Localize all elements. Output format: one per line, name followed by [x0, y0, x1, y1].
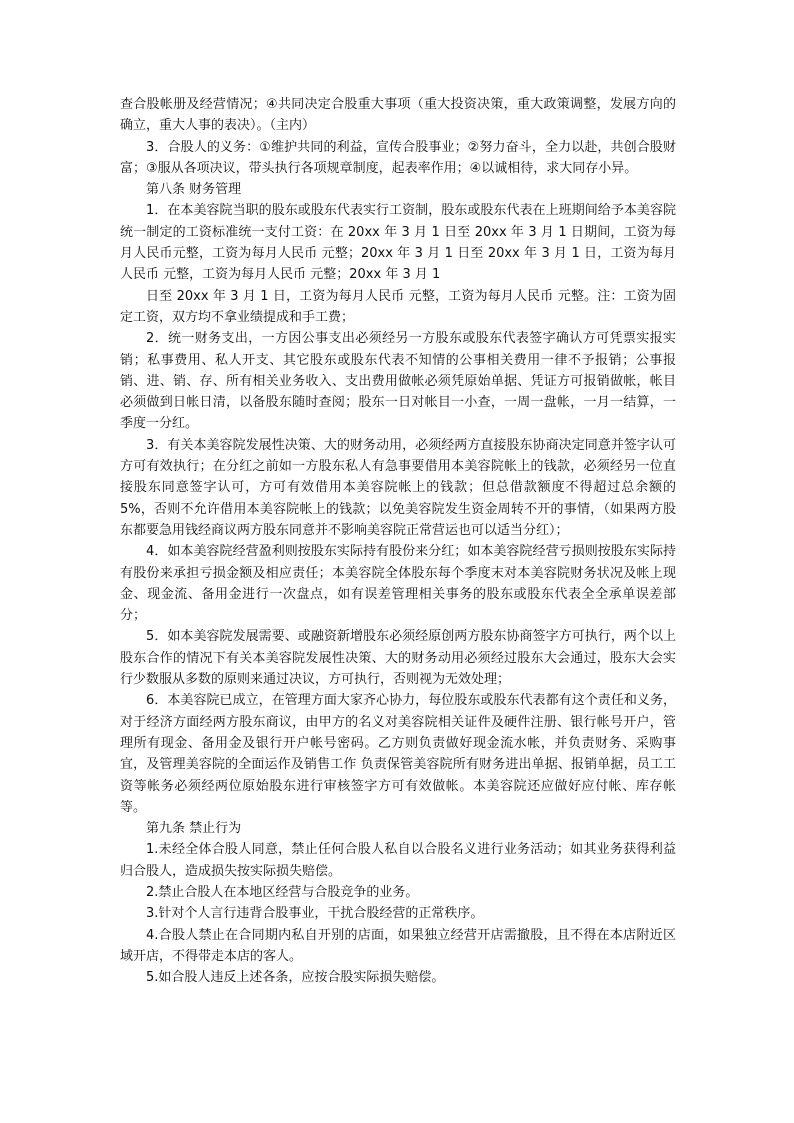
paragraph-prohibition-1: 1.未经全体合股人同意，禁止任何合股人私自以合股名义进行业务活动；如其业务获得利益归合股人，造成损失按实际损失赔偿。: [120, 842, 676, 879]
paragraph-obligations: 3．合股人的义务：①维护共同的利益，宣传合股事业；②努力奋斗，全力以赴，共创合股财富；③服从各项决议，带头执行各项规章制度，起表率作用；④以诚相待，求大同存小异。: [120, 139, 676, 176]
paragraph-salary: 1．在本美容院当职的股东或股东代表实行工资制，股东或股东代表在上班期间给予本美容院统一制定的工资标准统一支付工资：在 20xx 年 3 月 1 日至 20xx 年 3 月 1 日期间，工资为每月人民币元整，工资为每月人民币 元整；20xx 年 3 月 1 日至 20xx 年 3 月 1 日，工资为每月人民币 元整，工资为每月人民币 元整；20xx 年 3 月 1: [120, 203, 676, 283]
paragraph-decisions: 3．有关本美容院发展性决策、大的财务动用，必须经两方直接股东协商决定同意并签字认可方可有效执行；在分红之前如一方股东私人有急事要借用本美容院帐上的钱款，必须经另一位直接股东同意签字认可，方可有效借用本美容院帐上的钱款；但总借款额度不得超过总余额的 5%，否则不允许借用本美容院帐上的钱款；以免美容院发生资金周转不开的事情，（如果两方股东都要急用钱经商议两方股东同意并不影响美容院正常营运也可以适当分红）；: [120, 437, 676, 538]
article-9-heading: 第九条 禁止行为: [146, 821, 242, 837]
article-8-heading: 第八条 财务管理: [146, 182, 242, 198]
paragraph-prohibition-5: 5.如合股人违反上述各条，应按合股实际损失赔偿。: [146, 970, 445, 986]
paragraph-profit-loss: 4．如本美容院经营盈利则按股东实际持有股份来分红；如本美容院经营亏损则按股东实际持有股份来承担亏损金额及相应责任；本美容院全体股东每个季度末对本美容院财务状况及帐上现金、现金流、备用金进行一次盘点，如有误差管理相关事务的股东或股东代表全全承单误差部分；: [120, 544, 676, 624]
paragraph-prohibition-3: 3.针对个人言行违背合股事业，干扰合股经营的正常秩序。: [146, 906, 484, 922]
paragraph-prohibition-2: 2.禁止合股人在本地区经营与合股竞争的业务。: [146, 884, 419, 900]
paragraph-management: 6．本美容院已成立，在管理方面大家齐心协力，每位股东或股东代表都有这个责任和义务，对于经济方面经两方股东商议，由甲方的名义对美容院相关证件及硬件注册、银行帐号开户，管理所有现金、备用金及银行开户帐号密码。乙方则负责做好现金流水帐，并负责财务、采购事宜，及管理美容院的全面运作及销售工作 负责保管美容院所有财务进出单据、报销单据，员工工资等帐务必须经两位原始股东进行审核签字方可有效做帐。本美容院还应做好应付帐、库存帐等。: [120, 693, 676, 815]
paragraph-new-shareholders: 5．如本美容院发展需要、或融资新增股东必须经原创两方股东协商签字方可执行，两个以上股东合作的情况下有关本美容院发展性决策、大的财务动用必须经过股东大会通过，股东大会实行少数服从多数的原则来通过决议，方可执行，否则视为无效处理；: [120, 629, 676, 688]
paragraph-salary-continued: 日至 20xx 年 3 月 1 日，工资为每月人民币 元整，工资为每月人民币 元整。注：工资为固定工资，双方均不拿业绩提成和手工费；: [120, 288, 676, 325]
paragraph-rights-continued: 查合股帐册及经营情况；④共同决定合股重大事项（重大投资决策，重大政策调整，发展方向的确立，重大人事的表决）。（主内）: [120, 97, 676, 134]
document-body: [120, 94, 676, 988]
paragraph-expenses: 2．统一财务支出，一方因公事支出必须经另一方股东或股东代表签字确认方可凭票实报实销；私事费用、私人开支、其它股东或股东代表不知情的公事相关费用一律不予报销；公事报销、进、销、存、所有相关业务收入、支出费用做帐必须凭原始单据、凭证方可报销做帐，帐目必须做到日帐日清，以备股东随时查阅；股东一日对帐目一小查，一周一盘帐，一月一结算，一季度一分红。: [120, 331, 676, 432]
paragraph-prohibition-4: 4.合股人禁止在合同期内私自开别的店面，如果独立经营开店需撤股，且不得在本店附近区域开店，不得带走本店的客人。: [120, 927, 676, 964]
